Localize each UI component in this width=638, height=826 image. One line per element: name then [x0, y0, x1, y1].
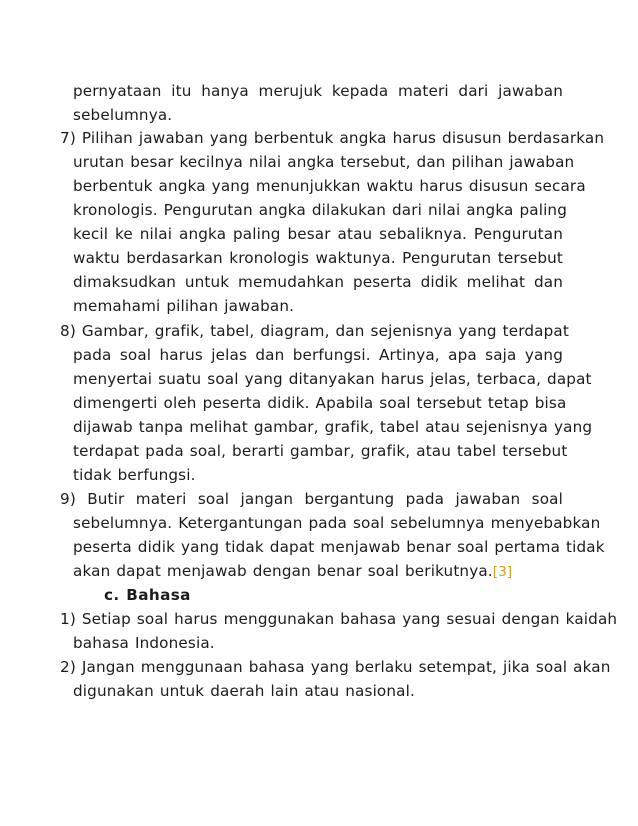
item-9-line-2: sebelumnya. Ketergantungan pada soal sebelumnya menyebabkan: [73, 514, 601, 532]
item-7-line-5: kecil ke nilai angka paling besar atau sebaliknya. Pengurutan: [73, 225, 563, 243]
item-8-line-7: tidak berfungsi.: [73, 466, 196, 484]
section-heading-bahasa: c. Bahasa: [104, 586, 191, 604]
item-7-line-4: kronologis. Pengurutan angka dilakukan dari nilai angka paling: [73, 201, 567, 219]
item-7-line-2: urutan besar kecilnya nilai angka tersebut, dan pilihan jawaban: [73, 153, 575, 171]
reference-link[interactable]: [3]: [492, 564, 513, 580]
item-9-line-4-text: akan dapat menjawab dengan benar soal berikutnya.: [73, 562, 493, 580]
item-8-line-4: dimengerti oleh peserta didik. Apabila soal tersebut tetap bisa: [73, 394, 567, 412]
item-7-line-8: memahami pilihan jawaban.: [73, 297, 295, 315]
item-7-line-1: 7) Pilihan jawaban yang berbentuk angka harus disusun berdasarkan: [60, 129, 605, 147]
bahasa-1-line-2: bahasa Indonesia.: [73, 634, 215, 652]
item-9-line-4: [73, 560, 512, 583]
item-8-line-2: pada soal harus jelas dan berfungsi. Artinya, apa saja yang: [73, 346, 563, 364]
bahasa-2-line-2: digunakan untuk daerah lain atau nasional.: [73, 682, 415, 700]
bahasa-2-line-1: 2) Jangan menggunaan bahasa yang berlaku setempat, jika soal akan: [60, 658, 611, 676]
item-7-line-7: dimaksudkan untuk memudahkan peserta didik melihat dan: [73, 273, 563, 291]
item-9-line-1: 9) Butir materi soal jangan bergantung pada jawaban soal: [60, 490, 563, 508]
item-8-line-3: menyertai suatu soal yang ditanyakan harus jelas, terbaca, dapat: [73, 370, 592, 388]
item-9-line-3: peserta didik yang tidak dapat menjawab benar soal pertama tidak: [73, 538, 605, 556]
item-7-line-3: berbentuk angka yang menunjukkan waktu harus disusun secara: [73, 177, 586, 195]
item-8-line-6: terdapat pada soal, berarti gambar, grafik, atau tabel tersebut: [73, 442, 568, 460]
item-7-line-6: waktu berdasarkan kronologis waktunya. Pengurutan tersebut: [73, 249, 563, 267]
intro-line-2: sebelumnya.: [73, 106, 173, 124]
bahasa-1-line-1: 1) Setiap soal harus menggunakan bahasa yang sesuai dengan kaidah: [60, 610, 618, 628]
item-8-line-1: 8) Gambar, grafik, tabel, diagram, dan sejenisnya yang terdapat: [60, 322, 569, 340]
item-8-line-5: dijawab tanpa melihat gambar, grafik, tabel atau sejenisnya yang: [73, 418, 593, 436]
intro-line-1: pernyataan itu hanya merujuk kepada materi dari jawaban: [73, 82, 563, 100]
